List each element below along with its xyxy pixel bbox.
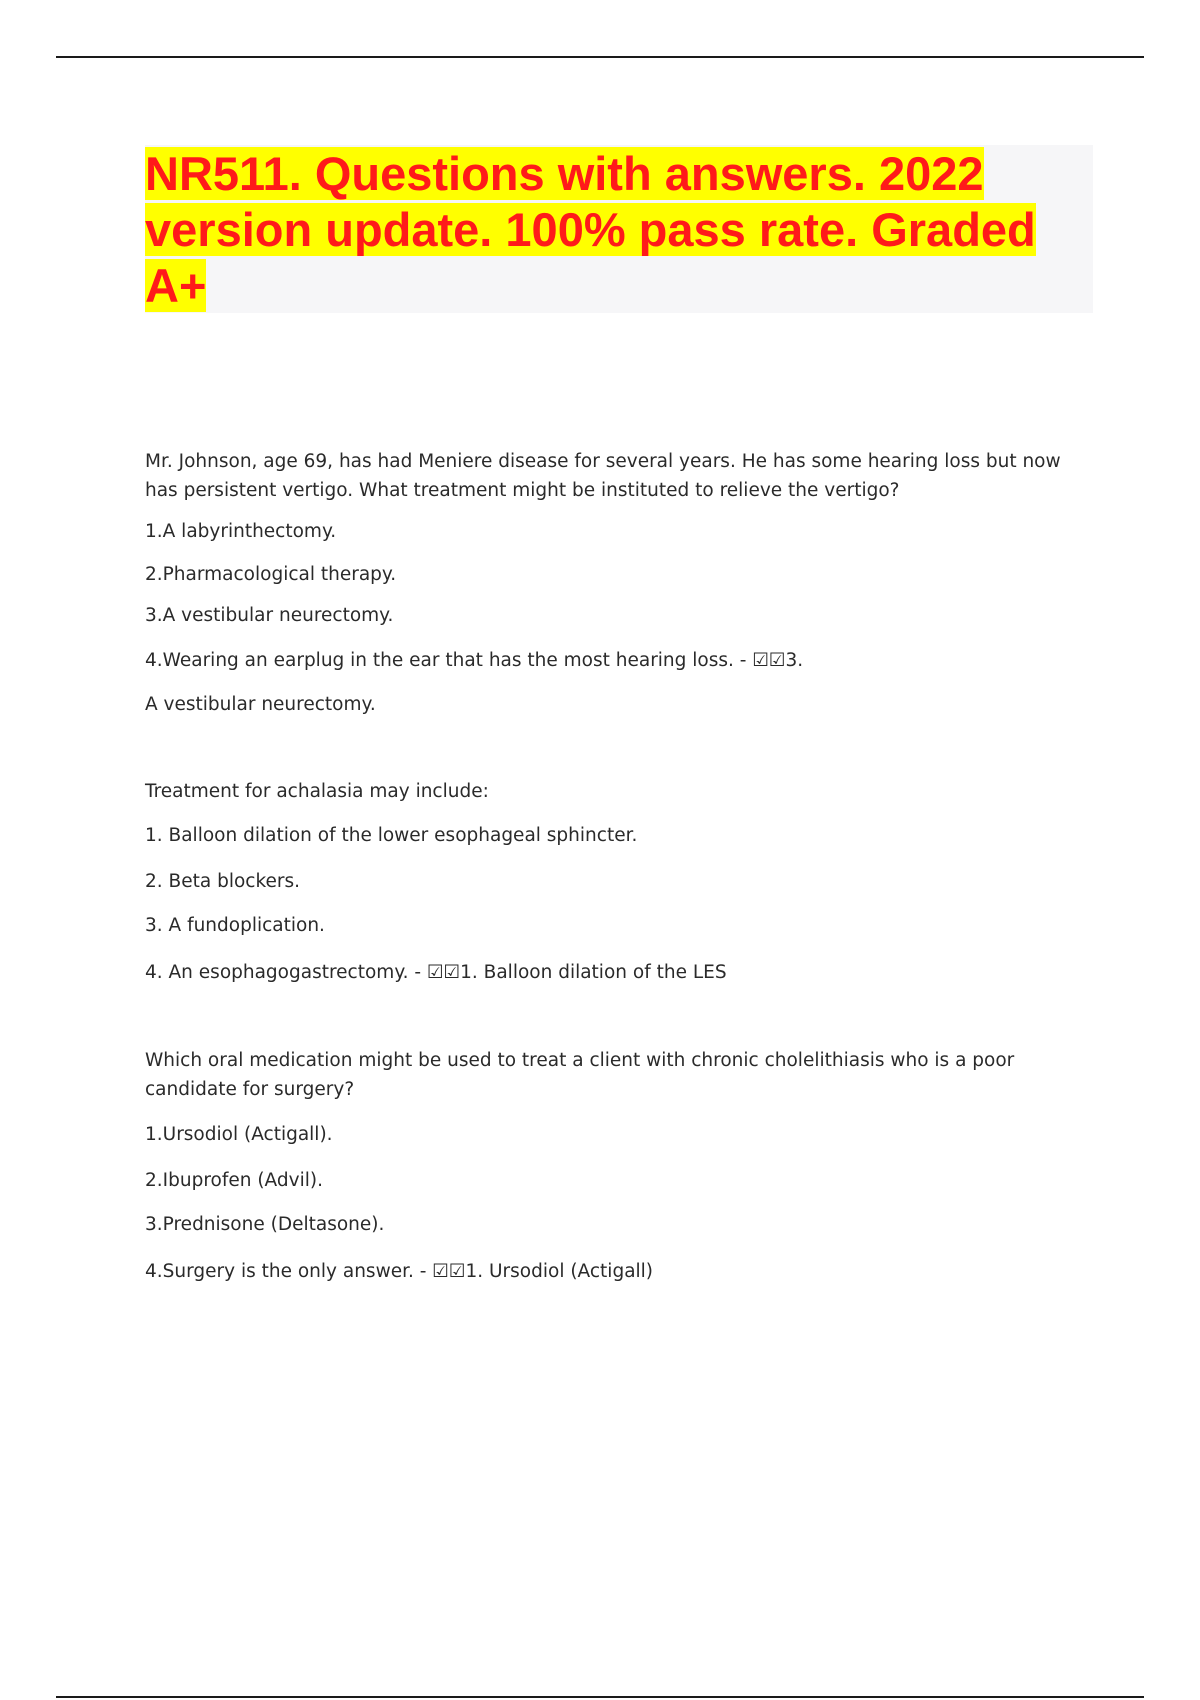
- answer-option: 2. Beta blockers.: [145, 871, 301, 892]
- question-stem: Treatment for achalasia may include:: [145, 781, 489, 802]
- question-block-1: [145, 447, 1095, 719]
- answer-option: 1.Ursodiol (Actigall).: [145, 1124, 333, 1145]
- header-rule: [56, 56, 1144, 58]
- answer-option: 1.A labyrinthectomy.: [145, 521, 337, 542]
- answer-option: 3. A fundoplication.: [145, 915, 325, 936]
- title-highlight: NR511. Questions with answers. 2022 version update. 100% pass rate. Graded A+: [145, 147, 1036, 312]
- answer-option: 4.Wearing an earplug in the ear that has the most hearing loss. - ☑☑3.: [145, 650, 804, 671]
- answer-option: 1. Balloon dilation of the lower esophageal sphincter.: [145, 825, 638, 846]
- question-stem: Mr. Johnson, age 69, has had Meniere disease for several years. He has some hearing loss but now has persistent vertigo. What treatment might be instituted to relieve the vertigo?: [145, 451, 1061, 501]
- question-stem: Which oral medication might be used to treat a client with chronic cholelithiasis who is a poor candidate for surgery?: [145, 1050, 1015, 1100]
- question-list: [145, 447, 1095, 1286]
- answer-option: 4.Surgery is the only answer. - ☑☑1. Ursodiol (Actigall): [145, 1261, 654, 1282]
- answer-continuation: A vestibular neurectomy.: [145, 694, 376, 715]
- question-block-2: [145, 777, 1095, 987]
- answer-option: 2.Pharmacological therapy.: [145, 564, 397, 585]
- question-block-3: [145, 1046, 1095, 1286]
- document-title: [145, 146, 1085, 314]
- answer-option: 2.Ibuprofen (Advil).: [145, 1170, 323, 1191]
- footer-rule: [56, 1696, 1144, 1698]
- answer-option: 3.A vestibular neurectomy.: [145, 605, 394, 626]
- answer-option: 4. An esophagogastrectomy. - ☑☑1. Balloon dilation of the LES: [145, 962, 727, 983]
- answer-option: 3.Prednisone (Deltasone).: [145, 1214, 385, 1235]
